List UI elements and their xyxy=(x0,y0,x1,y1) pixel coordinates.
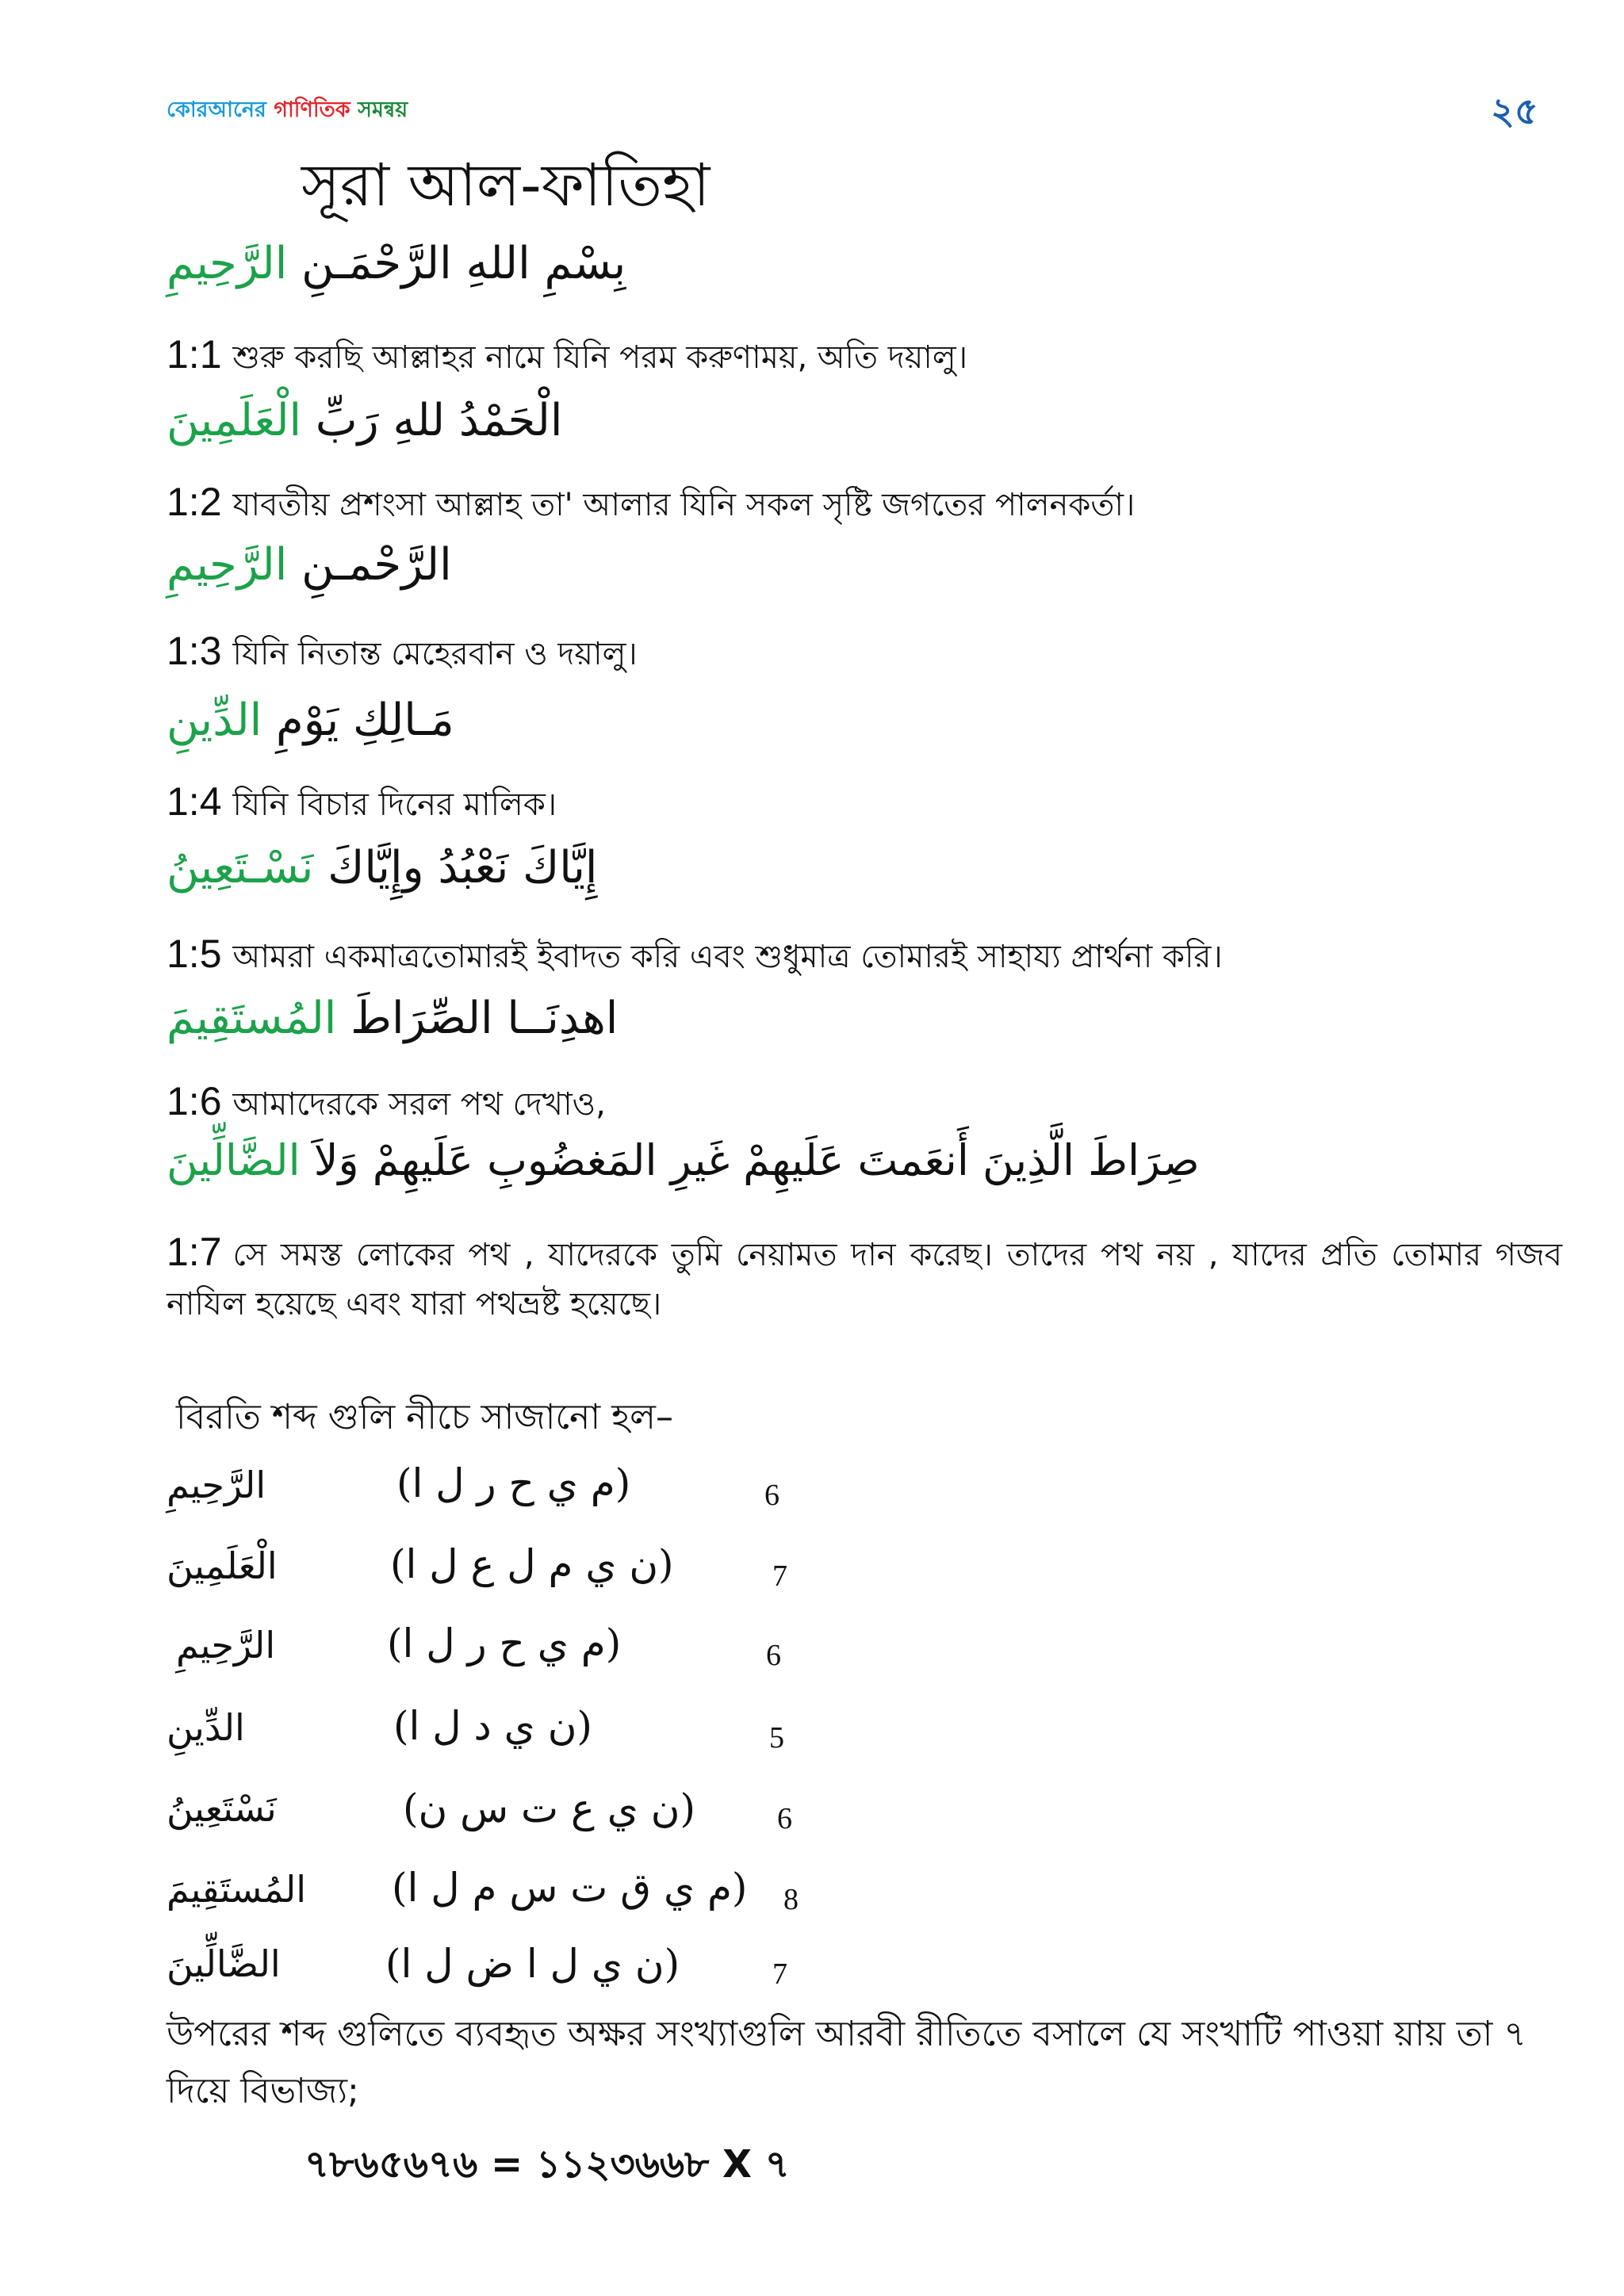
word-row-6-letters: (م ي ق ت س م ل ا) xyxy=(392,1865,748,1911)
verse-1-arabic-main: بِسْمِ اللهِ الرَّحْمَـنِ xyxy=(287,238,626,289)
words-heading: বিরতি শব্দ গুলি নীচে সাজানো হল– xyxy=(176,1397,673,1437)
verse-7-arabic xyxy=(167,1135,1200,1185)
verse-4-translation xyxy=(167,779,557,832)
header-title-part2: গাণিতিক xyxy=(274,98,358,122)
verse-3-arabic-ending: الرَّحِيمِ xyxy=(167,539,288,591)
word-row-7-count: 7 xyxy=(772,1957,787,1991)
verse-4-number: 1:4 xyxy=(167,779,222,824)
word-row-3-letters: (م ي ح ر ل ا) xyxy=(387,1621,622,1667)
verse-4-text: যিনি বিচার দিনের মালিক। xyxy=(232,786,557,823)
verse-3-number: 1:3 xyxy=(167,629,222,673)
word-row-3-count: 6 xyxy=(766,1639,781,1672)
verse-6-arabic xyxy=(167,993,618,1044)
running-header xyxy=(167,94,408,129)
word-row-4-count: 5 xyxy=(769,1721,784,1755)
verse-1-number: 1:1 xyxy=(167,332,222,377)
verse-2-arabic xyxy=(167,395,562,446)
verse-1-translation xyxy=(167,331,967,385)
page-title: সূরা আল-ফাতিহা xyxy=(301,151,710,220)
word-row-5-count: 6 xyxy=(777,1802,792,1835)
verse-5-arabic-ending: نَسْـتَعِينُ xyxy=(167,842,314,894)
conclusion-text: উপরের শব্দ গুলিতে ব্যবহৃত অক্ষর সংখ্যাগুলি আরবী রীতিতে বসালে যে সংখাটি পাওয়া য়ায় তা ৭ দিয়ে বিভাজ্য; xyxy=(167,2014,1527,2111)
word-row-3-word: الرَّحِيمِ xyxy=(176,1624,276,1667)
verse-6-text: আমাদেরকে সরল পথ দেখাও, xyxy=(232,1086,606,1123)
equation: ৭৮৬৫৬৭৬ = ১১২৩৬৬৮ X ৭ xyxy=(304,2142,790,2187)
verse-5-translation xyxy=(167,931,1223,985)
verse-3-arabic xyxy=(167,539,452,591)
word-row-2-word: الْعَلَمِينَ xyxy=(167,1544,278,1587)
verse-7-translation xyxy=(167,1227,1562,1329)
verse-5-arabic xyxy=(167,842,597,894)
verse-3-arabic-main: الرَّحْمـنِ xyxy=(287,539,452,591)
verse-2-text: যাবতীয় প্রশংসা আল্লাহ তা' আলার যিনি সকল সৃষ্টি জগতের পালনকর্তা। xyxy=(232,487,1136,523)
word-row-1-count: 6 xyxy=(764,1479,779,1512)
verse-4-arabic-ending: الدِّينِ xyxy=(167,695,262,746)
verse-5-text: আমরা একমাত্রতোমারই ইবাদত করি এবং শুধুমাত্র তোমারই সাহায্য প্রার্থনা করি। xyxy=(232,939,1223,975)
word-row-6-count: 8 xyxy=(783,1883,799,1916)
verse-2-number: 1:2 xyxy=(167,480,222,524)
verse-3-text: যিনি নিতান্ত মেহেরবান ও দয়ালু। xyxy=(232,636,638,672)
word-row-4-word: الدِّينِ xyxy=(167,1706,245,1749)
word-row-2-letters: (ن ي م ل ع ل ا) xyxy=(390,1541,674,1587)
word-row-1-word: الرَّحِيمِ xyxy=(167,1464,266,1506)
verse-5-number: 1:5 xyxy=(167,932,222,976)
verse-6-arabic-ending: المُستَقِيمَ xyxy=(167,993,337,1044)
verse-2-arabic-ending: الْعَلَمِينَ xyxy=(167,395,302,446)
verse-7-arabic-main: صِرَاطَ الَّذِينَ أَنعَمتَ عَلَيهِمْ غَيرِ المَغضُوبِ عَلَيهِمْ وَلاَ xyxy=(300,1135,1200,1185)
verse-6-arabic-main: اهدِنَــا الصِّرَاطَ xyxy=(336,993,619,1044)
word-row-5-letters: (ن ي ع ت س ن) xyxy=(403,1785,695,1831)
header-title-part1: কোরআনের xyxy=(167,98,274,122)
word-row-1-letters: (م ي ح ر ل ا) xyxy=(396,1460,631,1506)
verse-6-number: 1:6 xyxy=(167,1079,222,1123)
page-number: ২৫ xyxy=(1491,90,1538,132)
verse-1-arabic-ending: الرَّحِيمِ xyxy=(167,238,288,289)
word-row-4-letters: (ن ي د ل ا) xyxy=(393,1703,592,1749)
verse-7-arabic-ending: الضَّالِّينَ xyxy=(167,1135,301,1185)
verse-2-translation xyxy=(167,479,1135,533)
verse-6-translation xyxy=(167,1078,606,1132)
word-row-2-count: 7 xyxy=(772,1559,787,1593)
verse-3-translation xyxy=(167,628,638,682)
verse-2-arabic-main: الْحَمْدُ للهِ رَبِّ xyxy=(301,395,563,446)
verse-4-arabic xyxy=(167,695,454,746)
verse-4-arabic-main: مَـالِكِ يَوْمِ xyxy=(262,695,454,746)
verse-1-text: শুরু করছি আল্লাহর নামে যিনি পরম করুণাময়, অতি দয়ালু। xyxy=(232,339,968,376)
header-title-part3: সমন্বয় xyxy=(358,98,408,122)
verse-1-arabic xyxy=(167,238,626,289)
verse-5-arabic-main: إِيَّاكَ نَعْبُدُ وإِيَّاكَ xyxy=(313,842,598,894)
word-row-7-letters: (ن ي ل ا ض ل ا) xyxy=(385,1941,680,1987)
word-row-5-word: نَسْتَعِينُ xyxy=(167,1787,277,1830)
verse-7-text: সে সমস্ত লোকের পথ , যাদেরকে তুমি নেয়ামত দান করেছ। তাদের পথ নয় , যাদের প্রতি তোমার গজব নাযিল হয়েছে এবং যারা পথভ্রষ্ট হয়েছে। xyxy=(167,1237,1562,1322)
verse-7-number: 1:7 xyxy=(167,1230,222,1274)
word-row-6-word: المُستَقِيمَ xyxy=(167,1868,307,1911)
word-row-7-word: الضَّالِّينَ xyxy=(167,1942,281,1985)
